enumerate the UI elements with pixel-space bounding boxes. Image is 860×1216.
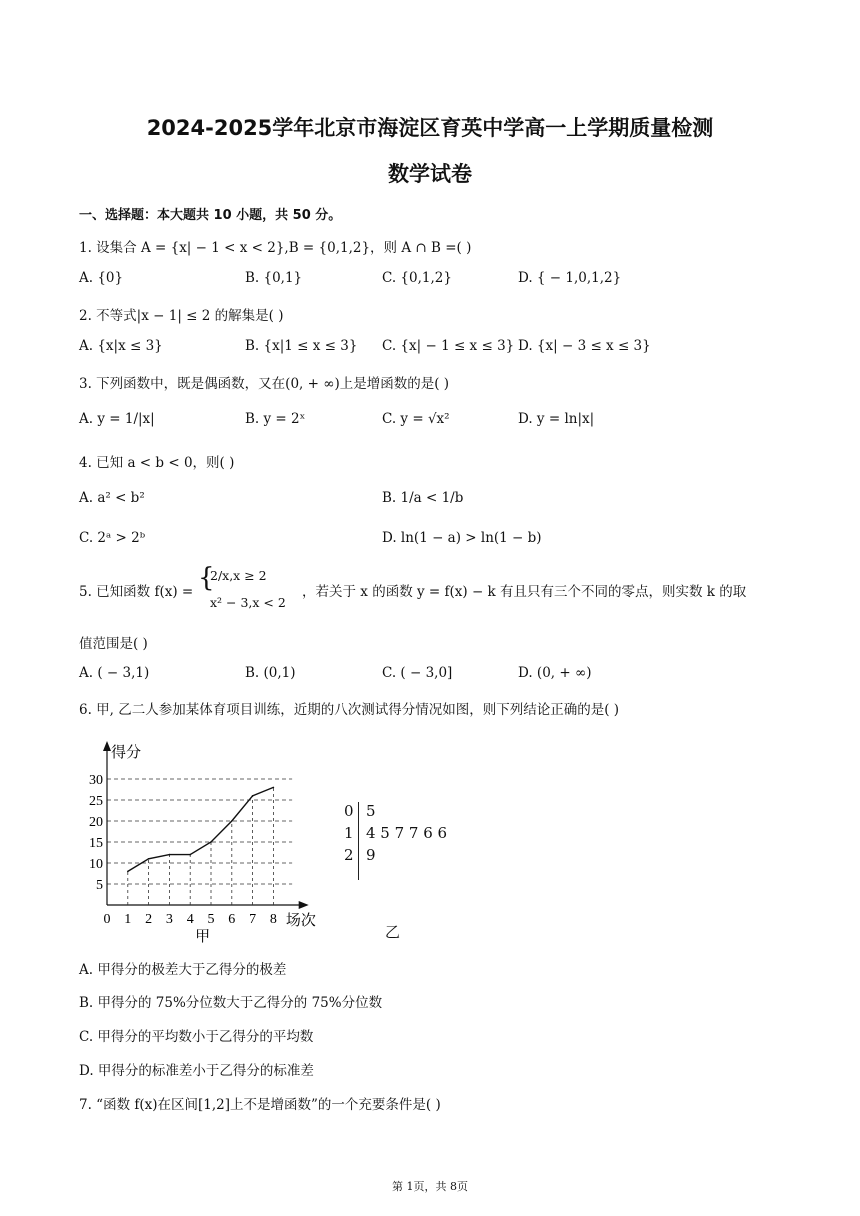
ytick-label-30: 30: [89, 773, 103, 788]
q5-option-b: B. (0,1): [245, 665, 296, 681]
q3-option-b: B. y = 2ˣ: [245, 411, 306, 427]
chart-caption: 甲: [195, 929, 211, 945]
q1-option-a: A. {0}: [79, 270, 124, 286]
page-subtitle: 数学试卷: [388, 162, 472, 186]
q1-option-b: B. {0,1}: [245, 270, 303, 286]
question-4-stem: 4. 已知 a < b < 0，则( ): [79, 455, 235, 471]
data-point-3: [169, 854, 171, 856]
q6-option-a: A. 甲得分的极差大于乙得分的极差: [79, 962, 287, 978]
ytick-label-10: 10: [89, 857, 103, 872]
q6-option-d: D. 甲得分的标准差小于乙得分的标准差: [79, 1063, 314, 1079]
data-point-1: [127, 871, 129, 873]
line-chart-jia: [80, 735, 340, 945]
q3-option-d: D. y = ln|x|: [518, 411, 595, 427]
xtick-label-1: 1: [124, 912, 132, 927]
xtick-label-5: 5: [207, 912, 215, 927]
xtick-label-0: 0: [103, 912, 111, 927]
stem-1: 1: [344, 824, 354, 842]
q3-option-c: C. y = √x²: [382, 411, 450, 427]
xtick-label-8: 8: [269, 912, 277, 927]
q2-option-c: C. {x| − 1 ≤ x ≤ 3}: [382, 338, 515, 354]
data-point-8: [273, 787, 275, 789]
ytick-label-5: 5: [96, 878, 103, 893]
y-axis-arrow: [103, 741, 111, 751]
question-2-stem: 2. 不等式|x − 1| ≤ 2 的解集是( ): [79, 308, 284, 324]
q5-piece-2: x² − 3,x < 2: [210, 595, 286, 610]
data-point-2: [148, 858, 150, 860]
xtick-label-4: 4: [186, 912, 194, 927]
q1-option-d: D. { − 1,0,1,2}: [518, 270, 622, 286]
ytick-label-25: 25: [89, 794, 103, 809]
question-6-stem: 6. 甲, 乙二人参加某体育项目训练，近期的八次测试得分情况如图，则下列结论正确的是( ): [79, 702, 620, 718]
stem-leaf-caption: 乙: [385, 923, 401, 941]
leaves-2: 9: [366, 846, 376, 864]
q5-option-d: D. (0, + ∞): [518, 665, 592, 681]
q5-piece-1: 2/x,x ≥ 2: [210, 568, 267, 583]
question-1-stem: 1. 设集合 A = {x| − 1 < x < 2},B = {0,1,2}，则 A ∩ B =( ): [79, 240, 472, 256]
page-footer: 第 1页，共 8页: [392, 1180, 468, 1193]
data-point-6: [231, 820, 233, 822]
stem-0: 0: [344, 802, 354, 820]
stem-leaf-divider: [358, 802, 359, 880]
page-title: 2024-2025学年北京市海淀区育英中学高一上学期质量检测: [146, 116, 714, 140]
q5-option-a: A. ( − 3,1): [79, 665, 150, 681]
ytick-label-15: 15: [89, 836, 103, 851]
data-point-4: [189, 854, 191, 856]
q4-option-c: C. 2ᵃ > 2ᵇ: [79, 530, 146, 546]
q3-option-a: A. y = 1/|x|: [79, 411, 155, 427]
q2-option-a: A. {x|x ≤ 3}: [79, 338, 163, 354]
question-3-stem: 3. 下列函数中，既是偶函数，又在(0, + ∞)上是增函数的是( ): [79, 376, 450, 392]
xtick-label-6: 6: [228, 912, 236, 927]
q2-option-d: D. {x| − 3 ≤ x ≤ 3}: [518, 338, 651, 354]
q6-option-b: B. 甲得分的 75%分位数大于乙得分的 75%分位数: [79, 995, 383, 1011]
q2-option-b: B. {x|1 ≤ x ≤ 3}: [245, 338, 358, 354]
leaves-1: 4 5 7 7 6 6: [366, 824, 448, 842]
x-axis-label: 场次: [285, 913, 316, 929]
q1-option-c: C. {0,1,2}: [382, 270, 452, 286]
xtick-label-7: 7: [249, 912, 257, 927]
section-heading: 一、选择题：本大题共 10 小题，共 50 分。: [79, 208, 342, 223]
ytick-label-20: 20: [89, 815, 103, 830]
brace-symbol: {: [198, 563, 215, 593]
question-5-stem-prefix: 5. 已知函数 f(x) =: [79, 584, 194, 600]
stem-leaf-plot: [340, 798, 470, 888]
xtick-label-3: 3: [165, 912, 173, 927]
q4-option-d: D. ln(1 − a) > ln(1 − b): [382, 530, 542, 546]
question-5-stem-line2: 值范围是( ): [79, 636, 148, 652]
stem-2: 2: [344, 846, 354, 864]
q4-option-b: B. 1/a < 1/b: [382, 490, 464, 506]
q6-option-c: C. 甲得分的平均数小于乙得分的平均数: [79, 1029, 314, 1045]
question-5-stem-suffix: ，若关于 x 的函数 y = f(x) − k 有且只有三个不同的零点，则实数 k 的取: [302, 584, 747, 600]
data-point-5: [210, 841, 212, 843]
x-axis-arrow: [299, 901, 309, 909]
leaves-0: 5: [366, 802, 376, 820]
y-axis-label: 得分: [111, 745, 142, 761]
q5-option-c: C. ( − 3,0]: [382, 665, 453, 681]
question-7-stem: 7. “函数 f(x)在区间[1,2]上不是增函数”的一个充要条件是( ): [79, 1097, 441, 1113]
q4-option-a: A. a² < b²: [79, 490, 145, 506]
data-point-7: [252, 795, 254, 797]
xtick-label-2: 2: [145, 912, 153, 927]
